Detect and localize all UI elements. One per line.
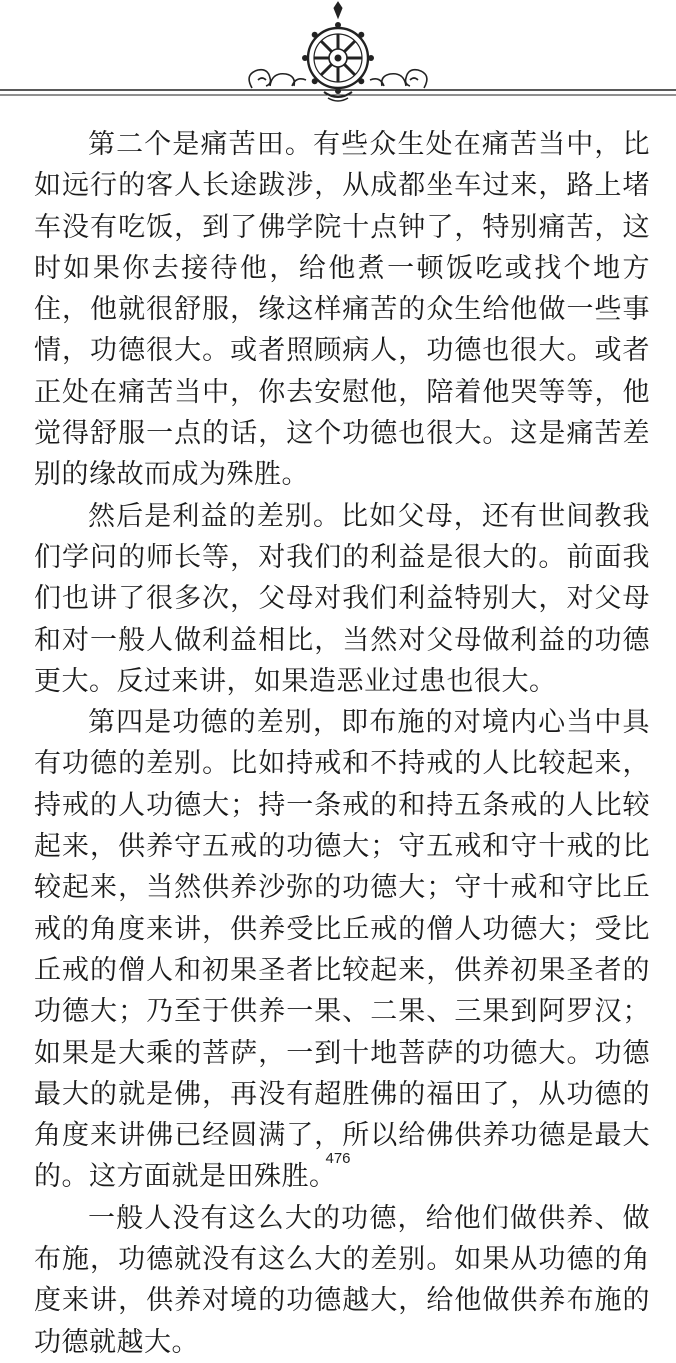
paragraph-suffering-field: 第二个是痛苦田。有些众生处在痛苦当中，比如远行的客人长途跋涉，从成都坐车过来，路上堵车没有吃饭，到了佛学院十点钟了，特别痛苦，这时如果你去接待他，给他煮一顿饭吃或找个地方住，他就很舒服，缘这样痛苦的众生给他做一些事情，功德很大。或者照顾病人，功德也很大。或者正处在痛苦当中，你去安慰他，陪着他哭等等，他觉得舒服一点的话，这个功德也很大。这是痛苦差别的缘故而成为殊胜。 [34, 129, 650, 491]
page-header-ornament [0, 0, 676, 112]
page-body-text [34, 124, 650, 1363]
paragraph-ordinary-people: 一般人没有这么大的功德，给他们做供养、做布施，功德就没有这么大的差别。如果从功德的角度来讲，供养对境的功德越大，给他做供养布施的功德就越大。 [34, 1202, 650, 1358]
dharma-wheel-icon [0, 0, 676, 112]
page-number: 476 [325, 1150, 351, 1167]
paragraph-merit-difference: 第四是功德的差别，即布施的对境内心当中具有功德的差别。比如持戒和不持戒的人比较起来，持戒的人功德大；持一条戒的和持五条戒的人比较起来，供养守五戒的功德大；守五戒和守十戒的比较起来，当然供养沙弥的功德大；守十戒和守比丘戒的角度来讲，供养受比丘戒的僧人功德大；受比丘戒的僧人和初果圣者比较起来，供养初果圣者的功德大；乃至于供养一果、二果、三果到阿罗汉；如果是大乘的菩萨，一到十地菩萨的功德大。功德最大的就是佛，再没有超胜佛的福田了，从功德的角度来讲佛已经圆满了，所以给佛供养功德是最大的。这方面就是田殊胜。 [34, 707, 650, 1193]
paragraph-benefit-difference: 然后是利益的差别。比如父母，还有世间教我们学问的师长等，对我们的利益是很大的。前面我们也讲了很多次，父母对我们利益特别大，对父母和对一般人做利益相比，当然对父母做利益的功德更大。反过来讲，如果造恶业过患也很大。 [34, 500, 650, 697]
